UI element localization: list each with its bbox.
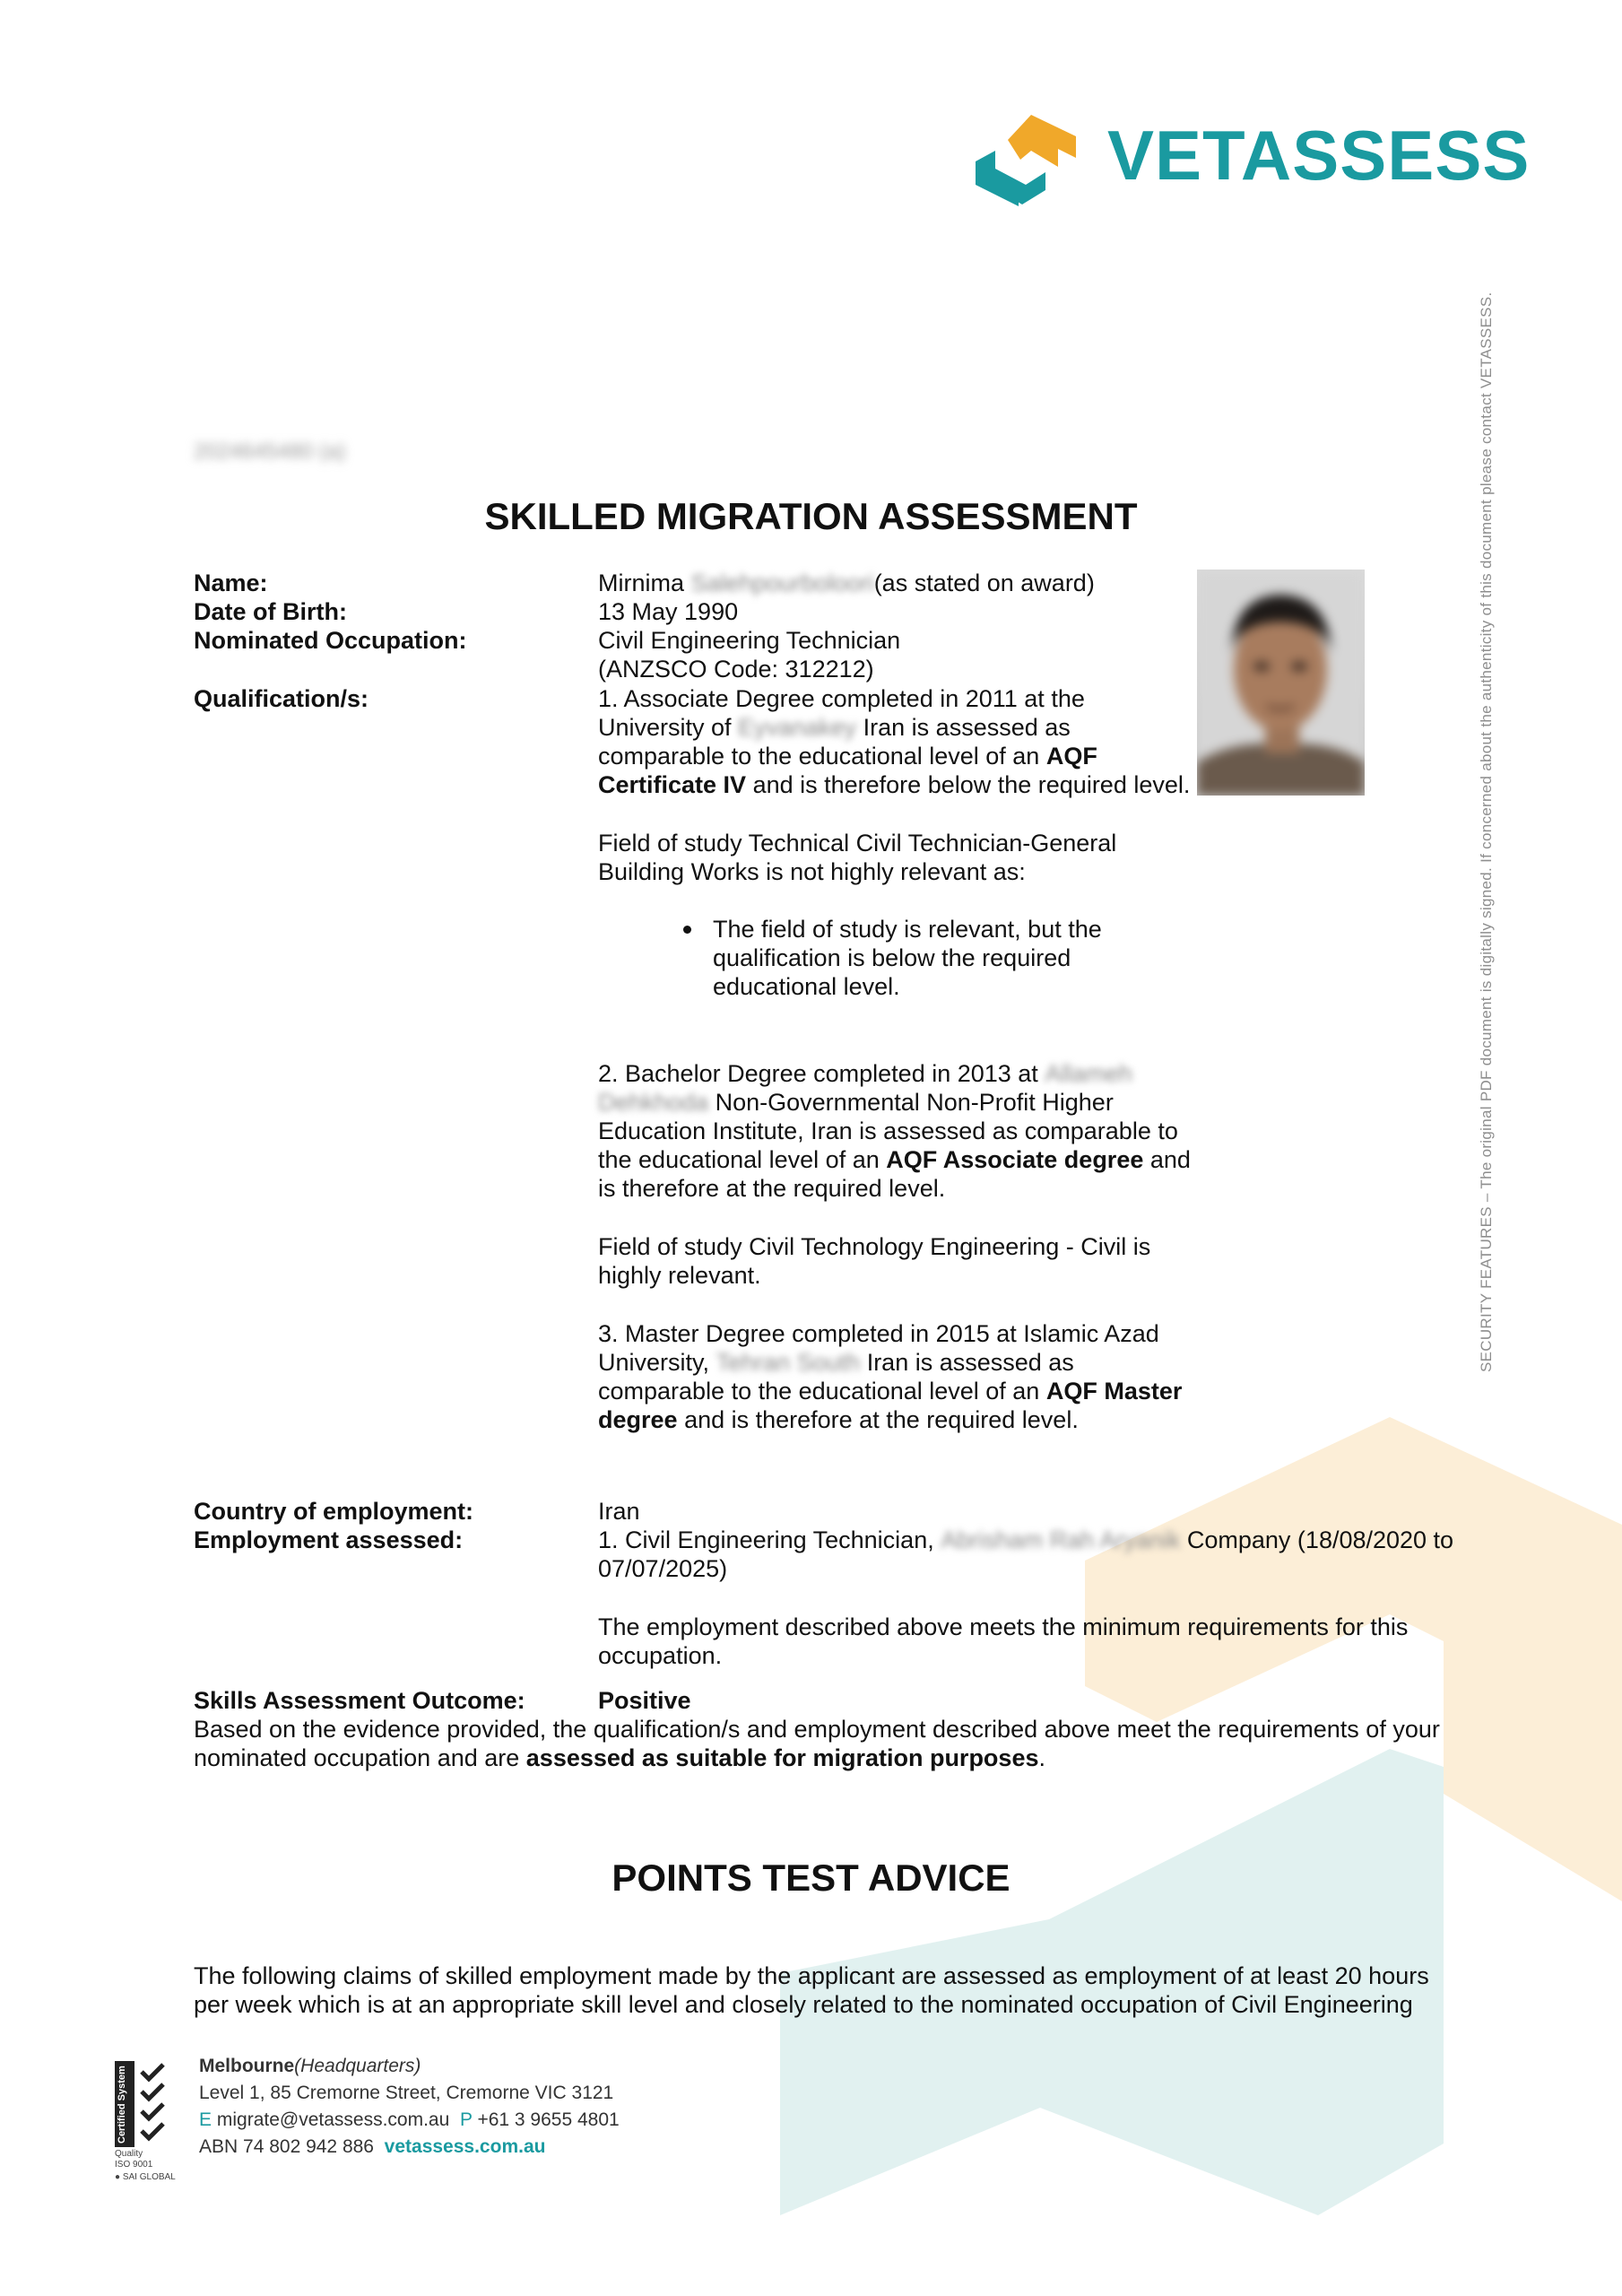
employment-note1: The employment described above meets the minimum requirements for this <box>598 1613 1409 1640</box>
q1-bullet-line3: educational level. <box>713 973 900 1000</box>
vetassess-logo-icon <box>976 115 1076 206</box>
cert-caption-1: Quality <box>115 2149 143 2159</box>
dob-label: Date of Birth: <box>194 598 347 625</box>
footer-office-note: (Headquarters) <box>294 2056 421 2076</box>
phone-label: P <box>459 2109 473 2130</box>
employer-redacted: Abrisham Rah Aryanik <box>941 1526 1181 1553</box>
employment-post: Company (18/08/2020 to <box>1186 1526 1454 1553</box>
applicant-photo <box>1197 570 1365 796</box>
footer-phone: +61 3 9655 4801 <box>477 2109 620 2130</box>
q1-line3-bold: AQF <box>1045 743 1097 770</box>
q3-line2-pre: University, <box>598 1349 710 1376</box>
q3-line2 <box>598 1348 1074 1377</box>
anzsco-code: (ANZSCO Code: 312212) <box>598 656 874 683</box>
q3-redacted: Tehran South <box>716 1349 861 1376</box>
security-watermark: SECURITY FEATURES – The original PDF document is digitally signed. If concerned about the authenticity of this document please contact VETASSESS. <box>1478 291 1495 1372</box>
q3-line2-post: Iran is assessed as <box>866 1349 1074 1376</box>
outcome-line2-post: . <box>1038 1744 1045 1771</box>
footer-address: Level 1, 85 Cremorne Street, Cremorne VIC 3121 <box>199 2083 614 2103</box>
q1-bullet-line2: qualification is below the required <box>713 944 1071 971</box>
q2-line1-pre: 2. Bachelor Degree completed in 2013 at <box>598 1060 1038 1087</box>
cert-caption-3: ● SAI GLOBAL <box>115 2172 176 2182</box>
q1-line2-post: Iran is assessed as <box>863 714 1071 741</box>
date-of-birth: 13 May 1990 <box>598 598 739 625</box>
q3-line4-bold: degree <box>598 1406 678 1433</box>
q2-field-line2: highly relevant. <box>598 1262 761 1289</box>
employment-note2: occupation. <box>598 1642 723 1669</box>
bullet-icon <box>683 926 691 934</box>
q1-redacted: Eyvanakey <box>738 714 857 741</box>
cert-caption-3-text: SAI GLOBAL <box>122 2172 176 2182</box>
q3-line3 <box>598 1377 1182 1405</box>
employment-label: Employment assessed: <box>194 1526 464 1553</box>
q1-line1: 1. Associate Degree completed in 2011 at the <box>598 685 1085 712</box>
footer-office <box>199 2056 421 2077</box>
applicant-name <box>598 569 1095 597</box>
email-label: E <box>199 2109 213 2130</box>
q1-field-line2: Building Works is not highly relevant as: <box>598 858 1026 885</box>
footer-website-link[interactable]: vetassess.com.au <box>384 2136 546 2157</box>
footer-abn: ABN 74 802 942 886 <box>199 2136 374 2157</box>
q1-line2-pre: University of <box>598 714 732 741</box>
q2-line2-post: Non-Governmental Non-Profit Higher <box>715 1089 1114 1116</box>
cert-vertical-text: Certified System <box>117 2066 127 2144</box>
brand-name: VETASSESS <box>1107 116 1531 195</box>
q3-line1: 3. Master Degree completed in 2015 at Islamic Azad <box>598 1320 1159 1347</box>
q1-bullet-line1: The field of study is relevant, but the <box>713 916 1102 943</box>
outcome-line2-bold: assessed as suitable for migration purposes <box>525 1744 1039 1771</box>
q2-line2 <box>598 1088 1114 1117</box>
q2-line4-pre: the educational level of an <box>598 1146 880 1173</box>
name-first: Mirnima <box>598 570 685 596</box>
points-line1: The following claims of skilled employment made by the applicant are assessed as employment of at least 20 hours <box>194 1962 1429 1989</box>
q1-field-line1: Field of study Technical Civil Technician-General <box>598 830 1117 857</box>
points-line2: per week which is at an appropriate skill level and closely related to the nominated occupation of Civil Engineering <box>194 1991 1413 2018</box>
outcome-line2 <box>194 1744 1045 1772</box>
employment-pre: 1. Civil Engineering Technician, <box>598 1526 934 1553</box>
country-label: Country of employment: <box>194 1498 474 1525</box>
q2-redacted-b: Dehkhoda <box>598 1089 709 1116</box>
q2-redacted-a: Allameh <box>1045 1060 1132 1087</box>
q3-line4 <box>598 1405 1079 1434</box>
q2-line3: Education Institute, Iran is assessed as comparable to <box>598 1118 1178 1144</box>
checkmarks-icon <box>138 2063 169 2145</box>
q2-line4-post: and <box>1149 1146 1191 1173</box>
page-title: SKILLED MIGRATION ASSESSMENT <box>484 495 1138 537</box>
employment-line1 <box>598 1526 1453 1554</box>
q3-line3-pre: comparable to the educational level of an <box>598 1378 1040 1405</box>
q2-field-line1: Field of study Civil Technology Engineering - Civil is <box>598 1233 1151 1260</box>
footer-abn-row <box>199 2136 545 2158</box>
nominated-occupation: Civil Engineering Technician <box>598 627 901 654</box>
reference-number: 2024645480 (a) <box>194 439 346 464</box>
cert-caption-2: ISO 9001 <box>115 2160 153 2170</box>
q1-line2 <box>598 713 1071 742</box>
q3-line4-post: and is therefore at the required level. <box>684 1406 1079 1433</box>
points-title: POINTS TEST ADVICE <box>612 1857 1010 1899</box>
q1-line3 <box>598 742 1097 770</box>
q1-line3-pre: comparable to the educational level of an <box>598 743 1040 770</box>
footer-email-link[interactable]: migrate@vetassess.com.au <box>216 2109 450 2130</box>
footer-contact <box>199 2109 620 2131</box>
qualifications-label: Qualification/s: <box>194 685 369 712</box>
employment-line2: 07/07/2025) <box>598 1555 728 1582</box>
occupation-label: Nominated Occupation: <box>194 627 467 654</box>
q2-line5: is therefore at the required level. <box>598 1175 946 1202</box>
q2-line1 <box>598 1059 1132 1088</box>
name-redacted: Salehpourboloori <box>690 570 874 596</box>
outcome-label: Skills Assessment Outcome: <box>194 1687 525 1714</box>
q3-line3-bold: AQF Master <box>1045 1378 1183 1405</box>
outcome-line2-pre: nominated occupation and are <box>194 1744 520 1771</box>
q1-line4-post: and is therefore below the required level. <box>752 771 1191 798</box>
outcome-line1: Based on the evidence provided, the qualification/s and employment described above meet the requirements of your <box>194 1716 1440 1743</box>
q1-line4 <box>598 770 1190 799</box>
footer-office-name: Melbourne <box>199 2056 295 2076</box>
country-of-employment: Iran <box>598 1498 640 1525</box>
name-suffix: (as stated on award) <box>873 570 1095 596</box>
q2-line4 <box>598 1145 1191 1174</box>
q1-line4-bold: Certificate IV <box>598 771 747 798</box>
name-label: Name: <box>194 570 268 596</box>
iso-certification-badge <box>115 2061 170 2147</box>
q2-line4-bold: AQF Associate degree <box>886 1146 1144 1173</box>
outcome-value: Positive <box>598 1687 691 1714</box>
